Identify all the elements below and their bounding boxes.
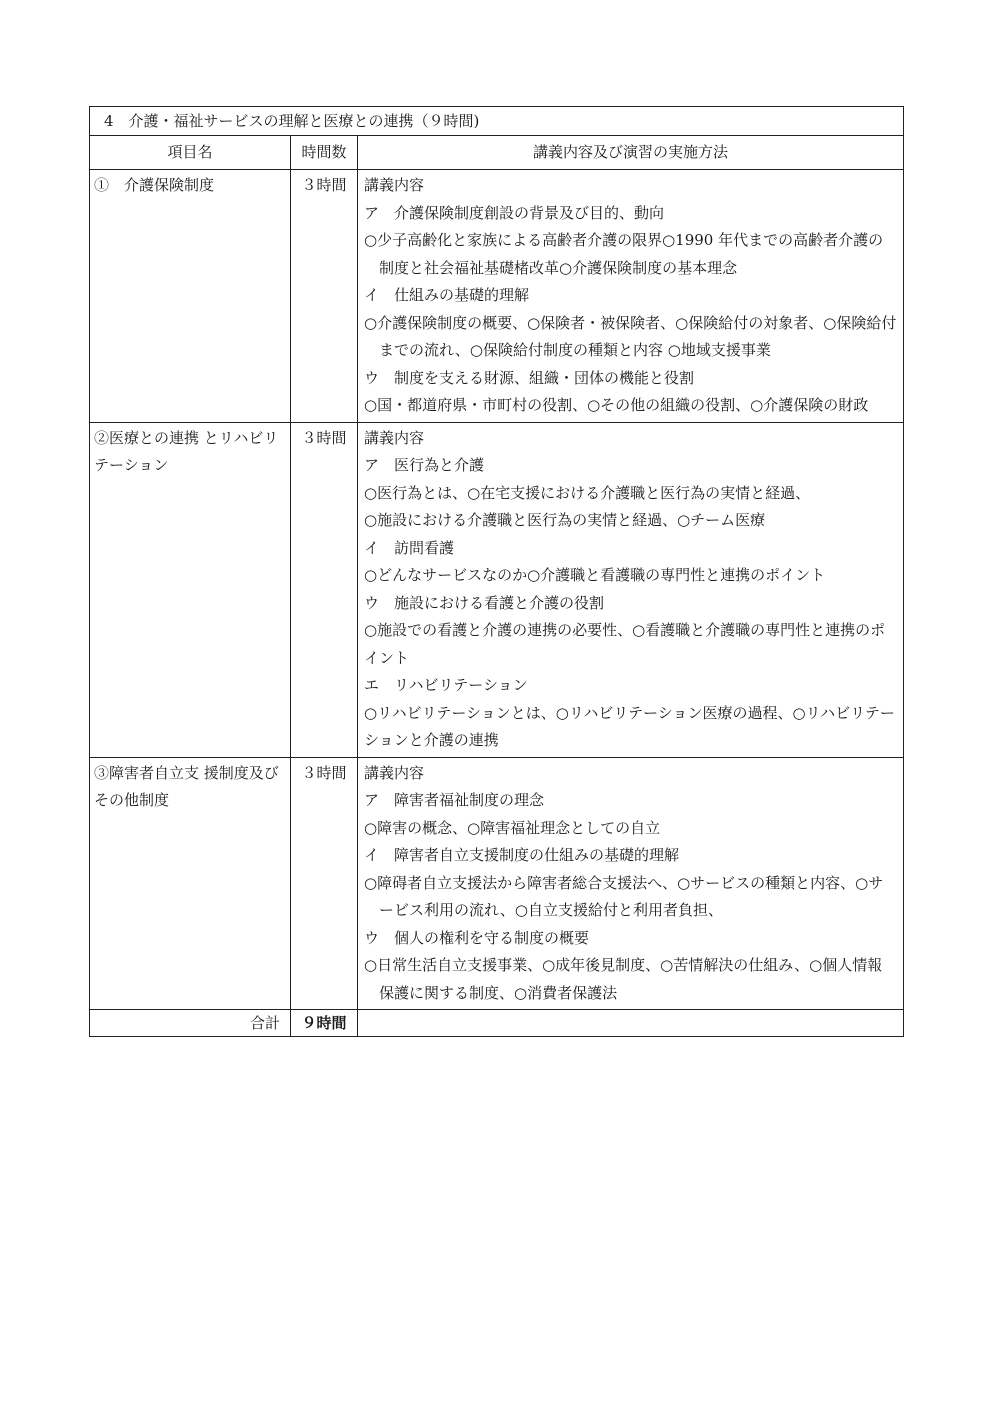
content-line: ○どんなサービスなのか○介護職と看護職の専門性と連携のポイント [364, 566, 826, 584]
content-line: ○国・都道府県・市町村の役割、○その他の組織の役割、○介護保険の財政 [364, 396, 869, 414]
total-empty-cell [358, 1010, 904, 1037]
content-line: ○施設での看護と介護の連携の必要性、○看護職と介護職の専門性と連携のポイント [364, 621, 886, 667]
header-row [90, 136, 904, 170]
content-line: イ 訪問看護 [364, 538, 455, 557]
row-content [358, 422, 904, 757]
content-line: ア 障害者福祉制度の理念 [364, 791, 545, 809]
row-name: ③障害者自立支 援制度及びその他制度 [90, 757, 291, 1010]
content-line: ア 介護保険制度創設の背景及び目的、動向 [364, 203, 665, 222]
content-line: ○障害の概念、○障害福祉理念としての自立 [364, 818, 661, 837]
content-line: ○医行為とは、○在宅支援における介護職と医行為の実情と経過、 [364, 483, 811, 502]
header-content: 講義内容及び演習の実施方法 [358, 136, 904, 170]
content-line: エ リハビリテーション [364, 676, 528, 694]
row-content [358, 170, 904, 423]
row-name: ① 介護保険制度 [90, 170, 291, 423]
content-line: ア 医行為と介護 [364, 456, 485, 474]
curriculum-table [89, 106, 904, 1037]
content-line: 講義内容 [364, 763, 425, 782]
header-hours: 時間数 [291, 136, 358, 170]
content-line: ウ 個人の権利を守る制度の概要 [364, 928, 590, 947]
content-line: イ 仕組みの基礎的理解 [364, 286, 530, 304]
table-title: 4 介護・福祉サービスの理解と医療との連携（９時間) [90, 107, 904, 136]
content-line: ウ 施設における看護と介護の役割 [364, 593, 605, 612]
content-line: ○障碍者自立支援法から障害者総合支援法へ、○サービスの種類と内容、○サービス利用の流れ、○自立支援給付と利用者負担、 [364, 873, 884, 919]
table-row [90, 757, 904, 1010]
content-line: 講義内容 [364, 176, 425, 194]
row-hours: ３時間 [291, 757, 358, 1010]
row-content [358, 757, 904, 1010]
content-line: ○リハビリテーションとは、○リハビリテーション医療の過程、○リハビリテーションと介護の連携 [364, 703, 895, 749]
content-line: 講義内容 [364, 428, 425, 447]
content-line: ウ 制度を支える財源、組織・団体の機能と役割 [364, 368, 695, 387]
content-line: イ 障害者自立支援制度の仕組みの基礎的理解 [364, 846, 680, 864]
header-item: 項目名 [90, 136, 291, 170]
content-line: ○施設における介護職と医行為の実情と経過、○チーム医療 [364, 511, 766, 529]
total-label: 合計 [90, 1010, 291, 1037]
row-name: ②医療との連携 とリハビリテーション [90, 422, 291, 757]
row-hours: ３時間 [291, 170, 358, 423]
content-line: ○介護保険制度の概要、○保険者・被保険者、○保険給付の対象者、○保険給付までの流れ、○保険給付制度の種類と内容 ○地域支援事業 [364, 313, 897, 359]
table-row [90, 170, 904, 423]
table-row [90, 422, 904, 757]
content-line: ○日常生活自立支援事業、○成年後見制度、○苦情解決の仕組み、○個人情報保護に関する制度、○消費者保護法 [364, 956, 883, 1002]
total-hours: ９時間 [291, 1010, 358, 1037]
row-hours: ３時間 [291, 422, 358, 757]
total-row [90, 1010, 904, 1037]
content-line: ○少子高齢化と家族による高齢者介護の限界○1990 年代までの高齢者介護の制度と社会福祉基礎楮改革○介護保険制度の基本理念 [364, 231, 884, 277]
